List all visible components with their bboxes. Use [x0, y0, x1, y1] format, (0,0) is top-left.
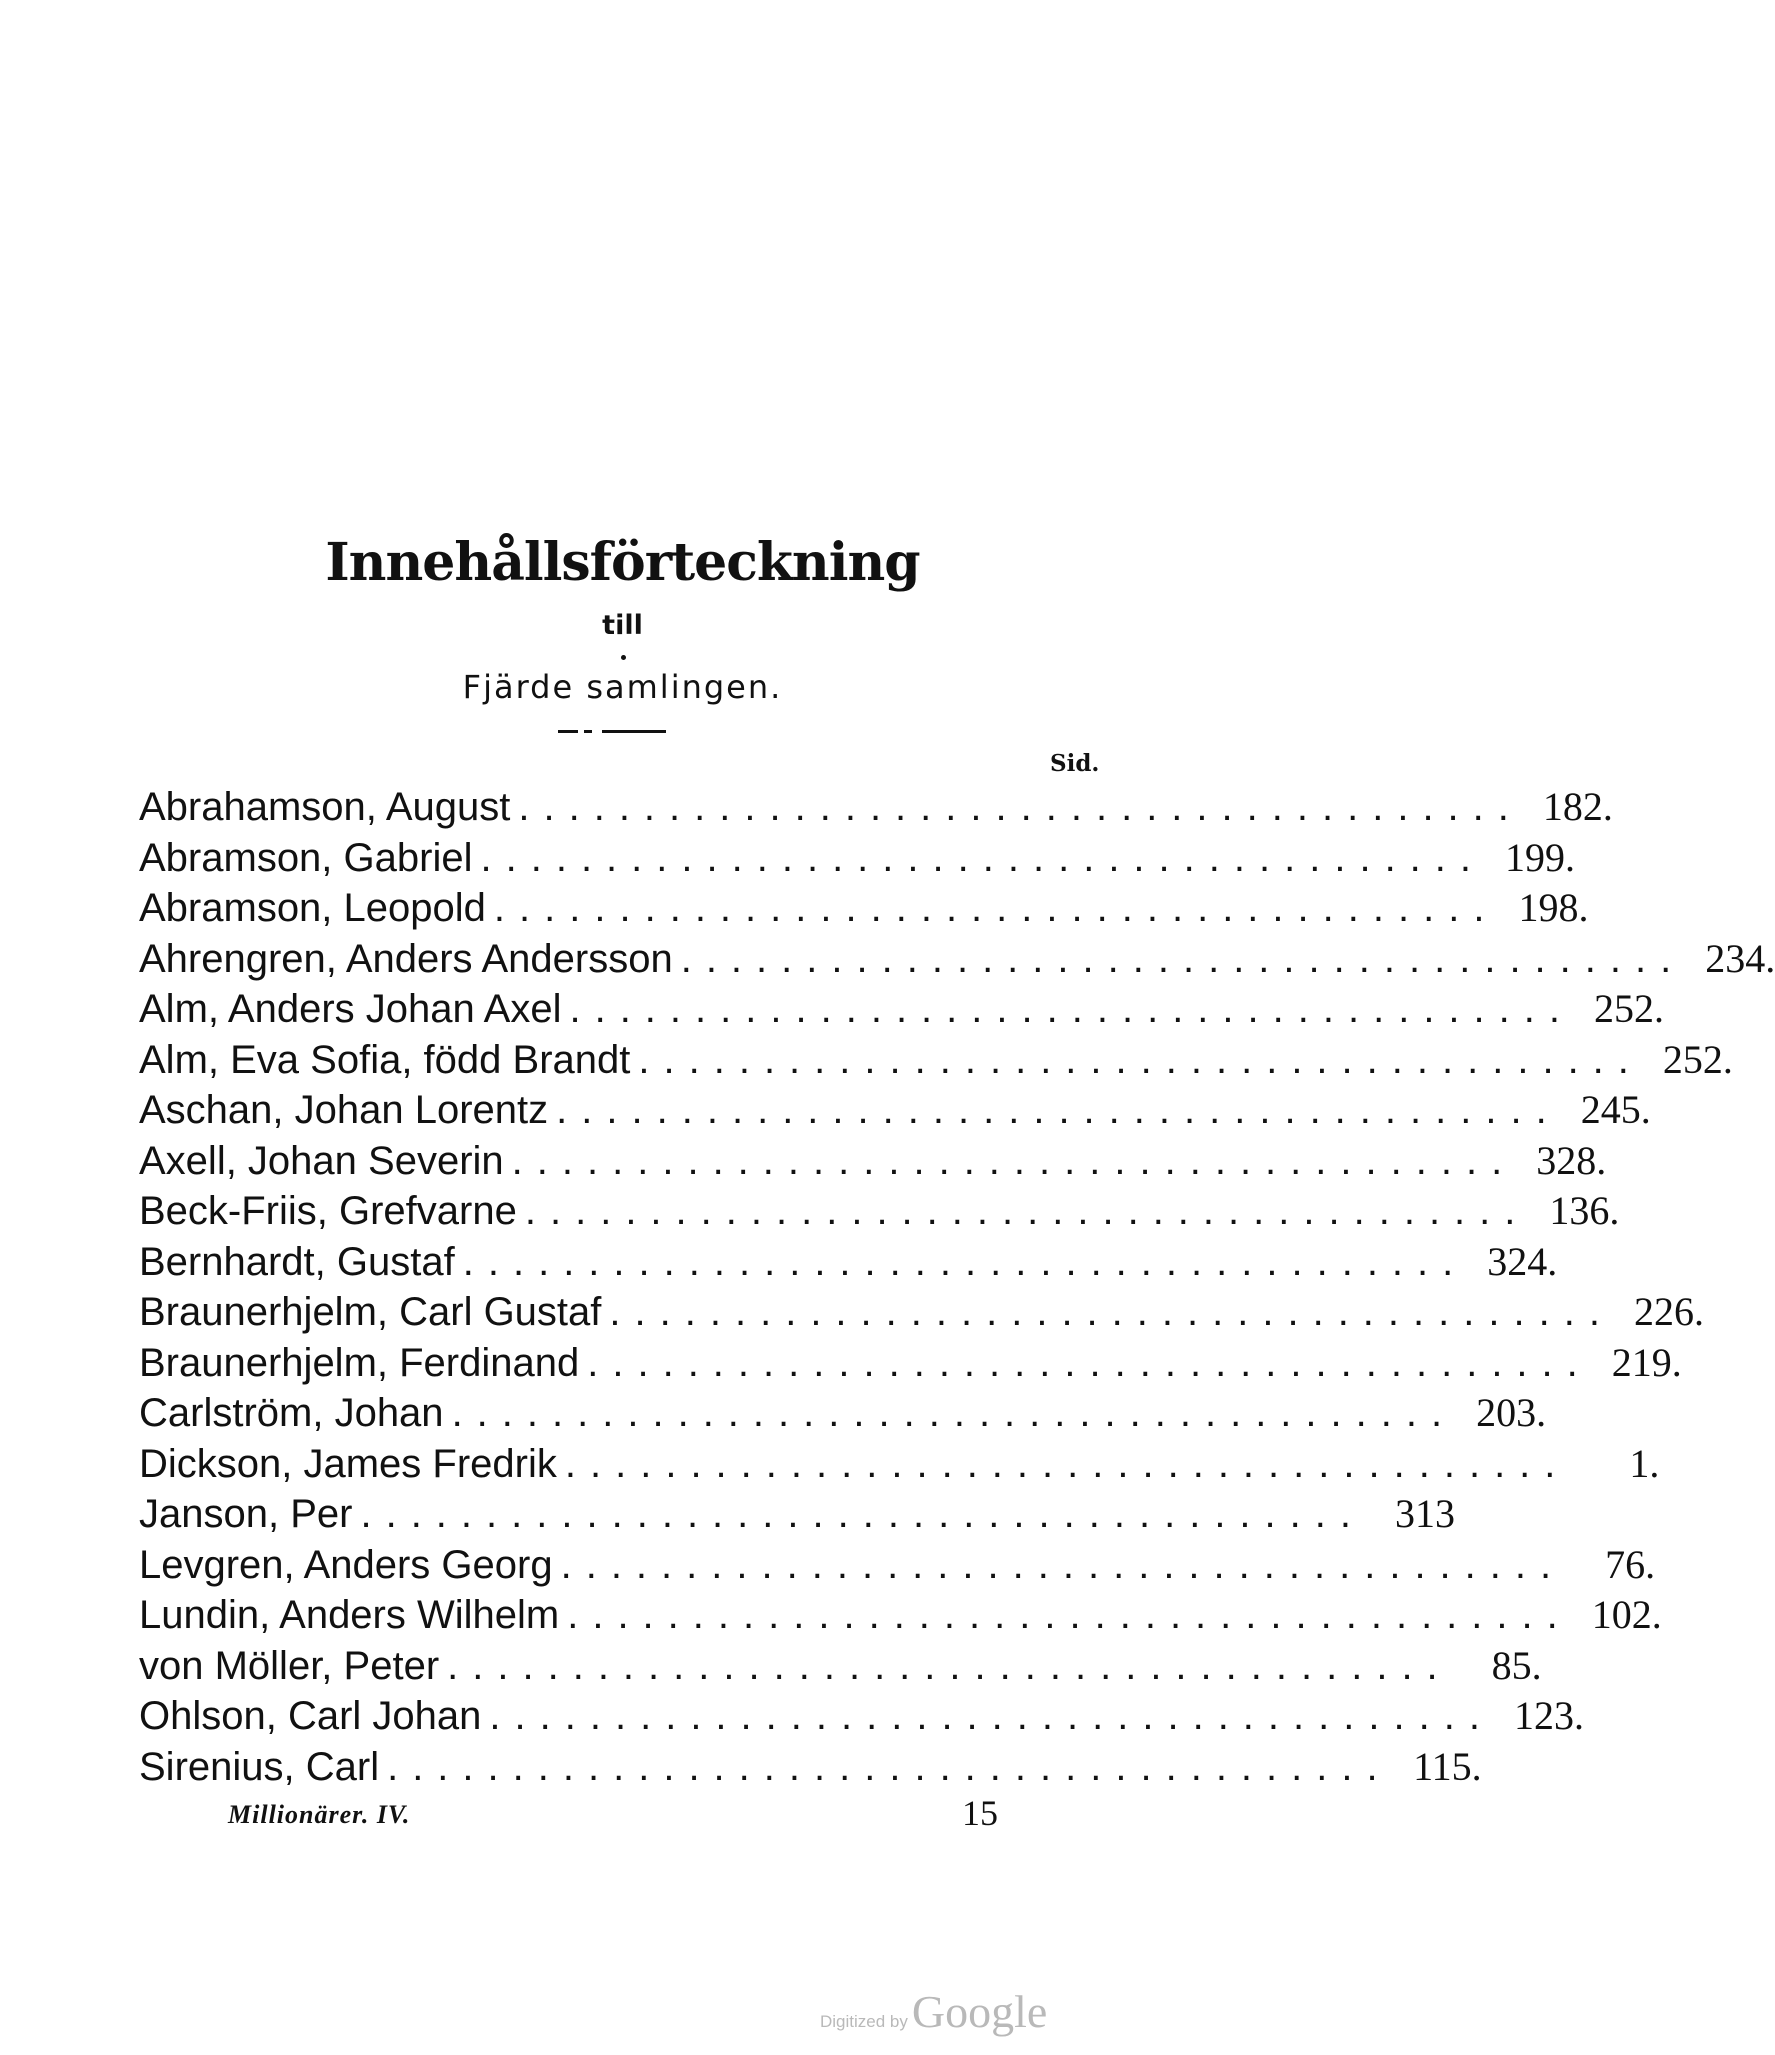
sheet-number: 15 — [962, 1793, 998, 1833]
toc-entry-page: 252. — [1662, 1036, 1733, 1082]
toc-entry-name: Levgren, Anders Georg — [139, 1542, 553, 1587]
toc-entry-page: 198. — [1518, 885, 1589, 930]
toc-entry — [139, 1642, 1542, 1693]
watermark-prefix: Digitized by — [820, 2012, 908, 2031]
divider-rule — [584, 730, 592, 733]
toc-entry-name: Ahrengren, Anders Andersson — [139, 936, 673, 981]
dot-leader: ........................................ — [680, 936, 1686, 981]
toc-entry — [139, 1137, 1607, 1188]
toc-entry-name: Aschan, Johan Lorentz — [139, 1088, 549, 1132]
dot-leader: ........................................ — [518, 785, 1523, 829]
print-dot — [621, 655, 626, 660]
toc-entry — [139, 1339, 1682, 1390]
dot-leader: ........................................ — [387, 1744, 1392, 1789]
signature-mark: Millionärer. IV. — [228, 1800, 411, 1829]
toc-entry — [139, 884, 1589, 935]
dot-leader: ........................................ — [447, 1643, 1452, 1688]
toc-entry-page: 136. — [1549, 1188, 1620, 1233]
toc-entry-page: 234. — [1705, 935, 1775, 981]
toc-entry-page: 226. — [1633, 1289, 1704, 1334]
watermark — [820, 1985, 1047, 2038]
toc-entry-page: 245. — [1580, 1087, 1651, 1132]
dot-leader: ........................................ — [451, 1391, 1457, 1435]
toc-entry-page: 1. — [1629, 1440, 1660, 1486]
dot-leader: ........................................ — [609, 1290, 1614, 1334]
toc-entry-name: Braunerhjelm, Ferdinand — [139, 1340, 580, 1385]
toc-entry-page: 252. — [1594, 986, 1664, 1031]
table-of-contents — [139, 783, 1775, 1793]
toc-entry-name: Axell, Johan Severin — [139, 1138, 504, 1183]
toc-entry-name: Abrahamson, August — [139, 785, 511, 829]
dot-leader: ........................................ — [560, 1542, 1566, 1587]
dot-leader: ........................................ — [524, 1189, 1530, 1233]
toc-entry-page: 123. — [1513, 1693, 1584, 1738]
dot-leader: ........................................ — [567, 1593, 1572, 1637]
toc-entry-page: 85. — [1491, 1642, 1542, 1688]
toc-entry-name: Lundin, Anders Wilhelm — [139, 1593, 560, 1637]
dot-leader: ........................................ — [511, 1138, 1517, 1183]
toc-entry — [139, 1187, 1620, 1238]
dot-leader: ........................................ — [489, 1694, 1494, 1738]
toc-entry-page: 102. — [1591, 1592, 1662, 1637]
dot-leader: ........................................ — [556, 1088, 1561, 1132]
toc-entry-name: Carlström, Johan — [139, 1391, 444, 1435]
toc-entry — [139, 783, 1613, 834]
toc-entry-name: Alm, Anders Johan Axel — [139, 987, 562, 1031]
toc-entry — [139, 1238, 1558, 1289]
toc-entry — [139, 1591, 1662, 1642]
toc-entry — [139, 834, 1576, 885]
dot-leader: ........................................ — [493, 886, 1499, 930]
page-title: Innehållsförteckning — [325, 532, 920, 593]
toc-entry — [139, 1490, 1455, 1541]
dot-leader: ........................................ — [360, 1492, 1365, 1536]
toc-entry-name: Abramson, Leopold — [139, 886, 486, 930]
dot-leader: ........................................ — [462, 1239, 1468, 1284]
toc-entry — [139, 1389, 1547, 1440]
toc-entry — [139, 1288, 1704, 1339]
dot-leader: ........................................ — [480, 835, 1486, 880]
toc-entry — [139, 1036, 1733, 1087]
toc-entry — [139, 1440, 1660, 1491]
toc-entry — [139, 1692, 1584, 1743]
toc-entry-name: Braunerhjelm, Carl Gustaf — [139, 1290, 602, 1334]
toc-entry — [139, 1086, 1651, 1137]
toc-entry-name: Sirenius, Carl — [139, 1744, 380, 1789]
toc-entry-name: von Möller, Peter — [139, 1643, 440, 1688]
dot-leader: ........................................ — [638, 1037, 1643, 1082]
toc-entry — [139, 935, 1775, 986]
toc-entry-page: 324. — [1487, 1238, 1558, 1284]
toc-entry-name: Beck-Friis, Grefvarne — [139, 1189, 517, 1233]
toc-entry-page: 328. — [1536, 1137, 1607, 1183]
toc-entry-name: Abramson, Gabriel — [139, 835, 473, 880]
collection-subtitle: Fjärde samlingen. — [462, 668, 783, 706]
toc-entry-page: 313 — [1395, 1491, 1455, 1536]
toc-entry-page: 219. — [1611, 1339, 1682, 1385]
page-column-label: Sid. — [1050, 750, 1100, 777]
toc-entry-page: 76. — [1605, 1541, 1656, 1587]
divider-rule — [602, 730, 666, 733]
watermark-brand: Google — [911, 1986, 1048, 2037]
divider-rule — [558, 730, 578, 733]
dot-leader: ........................................ — [587, 1340, 1592, 1385]
toc-entry-page: 182. — [1542, 784, 1613, 829]
toc-entry — [139, 985, 1664, 1036]
toc-entry-name: Alm, Eva Sofia, född Brandt — [139, 1037, 631, 1082]
toc-entry-page: 115. — [1413, 1743, 1482, 1789]
toc-entry-page: 199. — [1505, 834, 1576, 880]
toc-entry-name: Ohlson, Carl Johan — [139, 1694, 482, 1738]
toc-entry-name: Dickson, James Fredrik — [139, 1441, 557, 1486]
subtitle-till: till — [602, 610, 643, 641]
toc-entry-name: Janson, Per — [139, 1492, 353, 1536]
toc-entry — [139, 1541, 1656, 1592]
dot-leader: ........................................ — [569, 987, 1574, 1031]
toc-entry — [139, 1743, 1482, 1794]
dot-leader: ........................................ — [564, 1441, 1570, 1486]
toc-entry-page: 203. — [1476, 1390, 1547, 1435]
toc-entry-name: Bernhardt, Gustaf — [139, 1239, 455, 1284]
